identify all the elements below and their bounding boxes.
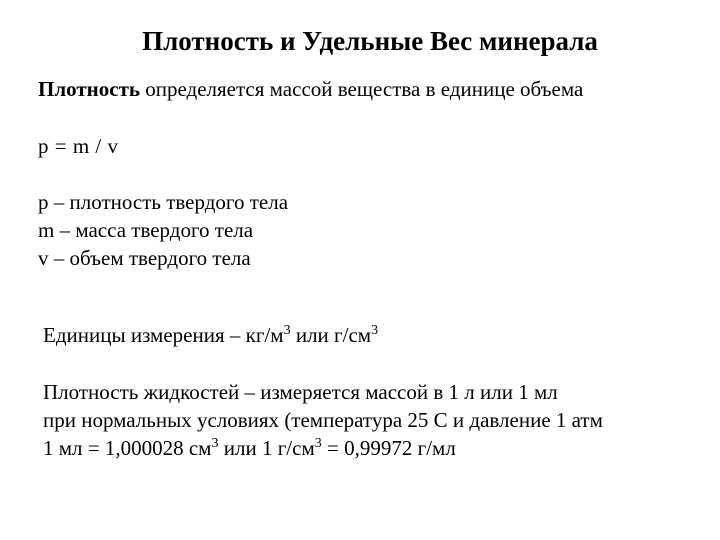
legend-item-density: p – плотность твердого тела — [38, 190, 289, 214]
units-prefix: Единицы измерения – кг/м — [43, 323, 284, 347]
density-definition — [38, 76, 583, 102]
liquids-line-2: при нормальных условиях (температура 25 С и давление 1 атм — [43, 408, 603, 432]
conversion-exponent-1: 3 — [211, 436, 219, 451]
liquids-line-3 — [43, 434, 603, 462]
units-middle: или г/см — [290, 323, 372, 347]
definition-term: Плотность — [38, 77, 140, 101]
legend-item-volume: v – объем твердого тела — [38, 246, 251, 270]
conversion-part-2: или 1 г/см — [218, 436, 315, 460]
units-exponent-1: 3 — [283, 323, 291, 338]
conversion-part-3: = 0,99972 г/мл — [321, 436, 456, 460]
units-line — [43, 322, 378, 348]
conversion-part-1: 1 мл = 1,000028 см — [43, 436, 212, 460]
density-formula: p = m / v — [38, 134, 119, 158]
conversion-exponent-2: 3 — [314, 436, 322, 451]
definition-text: определяется массой вещества в единице объема — [140, 77, 584, 101]
liquids-paragraph — [43, 378, 603, 462]
slide-title: Плотность и Удельные Вес минерала — [142, 26, 598, 56]
liquids-line-1: Плотность жидкостей – измеряется массой в 1 л или 1 мл — [43, 380, 558, 404]
formula-legend — [38, 188, 288, 272]
units-exponent-2: 3 — [371, 323, 379, 338]
legend-item-mass: m – масса твердого тела — [38, 218, 254, 242]
